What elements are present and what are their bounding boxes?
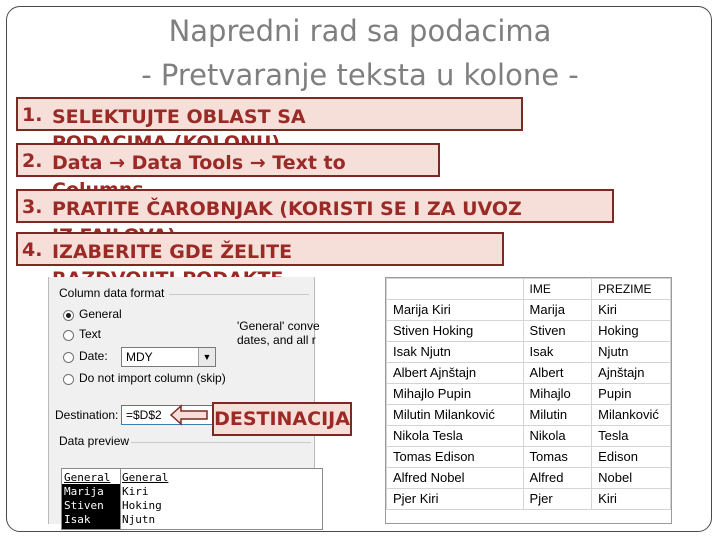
table-cell[interactable]: Milutin — [523, 405, 592, 426]
table-cell[interactable]: Stiven Hoking — [387, 321, 524, 342]
table-cell[interactable]: Kiri — [592, 489, 671, 510]
preview-cell: Isak — [64, 513, 91, 526]
slide-title: Napredni rad sa podacima — [168, 14, 552, 48]
radio-general-label[interactable]: General — [79, 307, 122, 321]
general-note-line1: 'General' conve — [237, 319, 320, 333]
table-cell[interactable]: Tesla — [592, 426, 671, 447]
table-header-row — [387, 279, 671, 300]
table-cell[interactable]: Hoking — [592, 321, 671, 342]
radio-skip[interactable] — [63, 374, 74, 385]
destination-callout: DESTINACIJA — [212, 402, 352, 436]
table-row — [387, 363, 671, 384]
table-cell[interactable]: Nikola Tesla — [387, 426, 524, 447]
table-cell[interactable]: Isak Njutn — [387, 342, 524, 363]
table-cell[interactable]: Milanković — [592, 405, 671, 426]
table-cell[interactable]: Pjer Kiri — [387, 489, 524, 510]
data-preview-label: Data preview — [59, 434, 130, 448]
header-cell-ime[interactable]: IME — [523, 279, 592, 300]
table-cell[interactable]: Albert — [523, 363, 592, 384]
slide-subtitle: - Pretvaranje teksta u kolone - — [141, 58, 579, 92]
radio-date-label[interactable]: Date: — [79, 349, 108, 363]
table-row — [387, 384, 671, 405]
table-cell[interactable]: Alfred Nobel — [387, 468, 524, 489]
step-4-text: IZABERITE GDE ŽELITE — [52, 241, 293, 263]
preview-header-2: General — [122, 471, 169, 484]
group-divider — [169, 294, 309, 295]
table-row — [387, 426, 671, 447]
preview-column-separator — [120, 469, 121, 529]
radio-text-label[interactable]: Text — [79, 327, 102, 341]
step-3-number: 3. — [22, 196, 43, 218]
preview-cell: Njutn — [122, 513, 156, 526]
step-3-clip — [52, 196, 612, 233]
destination-label: Destination: — [55, 408, 119, 422]
table-row — [387, 468, 671, 489]
spreadsheet-result — [385, 277, 672, 524]
date-format-select[interactable] — [121, 347, 216, 367]
table-cell[interactable]: Milutin Milanković — [387, 405, 524, 426]
table-cell[interactable]: Edison — [592, 447, 671, 468]
table-cell[interactable]: Isak — [523, 342, 592, 363]
table-cell[interactable]: Marija — [523, 300, 592, 321]
result-table — [386, 278, 671, 510]
step-1-number: 1. — [22, 104, 43, 126]
date-format-value: MDY — [126, 350, 153, 364]
step-2-text: Data → Data Tools → Text to — [52, 152, 346, 174]
preview-header-row — [62, 471, 322, 484]
table-cell[interactable]: Pjer — [523, 489, 592, 510]
table-cell[interactable]: Mihajlo — [523, 384, 592, 405]
table-cell[interactable]: Nikola — [523, 426, 592, 447]
result-table-body — [387, 279, 671, 510]
preview-divider — [131, 442, 311, 443]
preview-header-1: General — [64, 471, 111, 484]
radio-text[interactable] — [63, 330, 74, 341]
table-row — [387, 405, 671, 426]
preview-cell: Stiven — [64, 499, 104, 512]
arrow-left-icon — [170, 405, 208, 425]
step-4-clip — [52, 239, 502, 275]
radio-general[interactable] — [63, 310, 74, 321]
radio-skip-label[interactable]: Do not import column (skip) — [79, 371, 226, 385]
table-row — [387, 321, 671, 342]
table-cell[interactable]: Tomas — [523, 447, 592, 468]
table-cell[interactable]: Tomas Edison — [387, 447, 524, 468]
header-cell-prezime[interactable]: PREZIME — [592, 279, 671, 300]
table-cell[interactable]: Stiven — [523, 321, 592, 342]
step-3-text: PRATITE ČAROBNJAK (KORISTI SE I ZA UVOZ — [52, 198, 522, 220]
chevron-down-icon[interactable]: ▼ — [198, 348, 215, 366]
table-cell[interactable]: Alfred — [523, 468, 592, 489]
table-cell[interactable]: Albert Ajnštajn — [387, 363, 524, 384]
radio-date[interactable] — [63, 352, 74, 363]
data-preview-box[interactable] — [61, 468, 323, 530]
table-cell[interactable]: Mihajlo Pupin — [387, 384, 524, 405]
table-cell[interactable]: Nobel — [592, 468, 671, 489]
table-row — [387, 447, 671, 468]
table-row — [387, 489, 671, 510]
general-note-line2: dates, and all r — [237, 333, 316, 347]
preview-cell: Kiri — [122, 485, 149, 498]
table-cell[interactable]: Marija Kiri — [387, 300, 524, 321]
step-2-number: 2. — [22, 150, 43, 172]
destination-value: =$D$2 — [126, 408, 162, 422]
header-cell[interactable] — [387, 279, 524, 300]
preview-cell: Hoking — [122, 499, 162, 512]
step-2-clip — [52, 150, 432, 187]
step-1-text: SELEKTUJTE OBLAST SA — [52, 106, 306, 128]
table-cell[interactable]: Kiri — [592, 300, 671, 321]
table-cell[interactable]: Pupin — [592, 384, 671, 405]
text-to-columns-dialog — [48, 277, 320, 526]
column-format-label: Column data format — [59, 286, 165, 300]
step-4-number: 4. — [22, 239, 43, 261]
step-1-clip — [52, 104, 522, 137]
table-row — [387, 342, 671, 363]
preview-cell: Marija — [64, 485, 104, 498]
table-cell[interactable]: Njutn — [592, 342, 671, 363]
table-cell[interactable]: Ajnštajn — [592, 363, 671, 384]
table-row — [387, 300, 671, 321]
